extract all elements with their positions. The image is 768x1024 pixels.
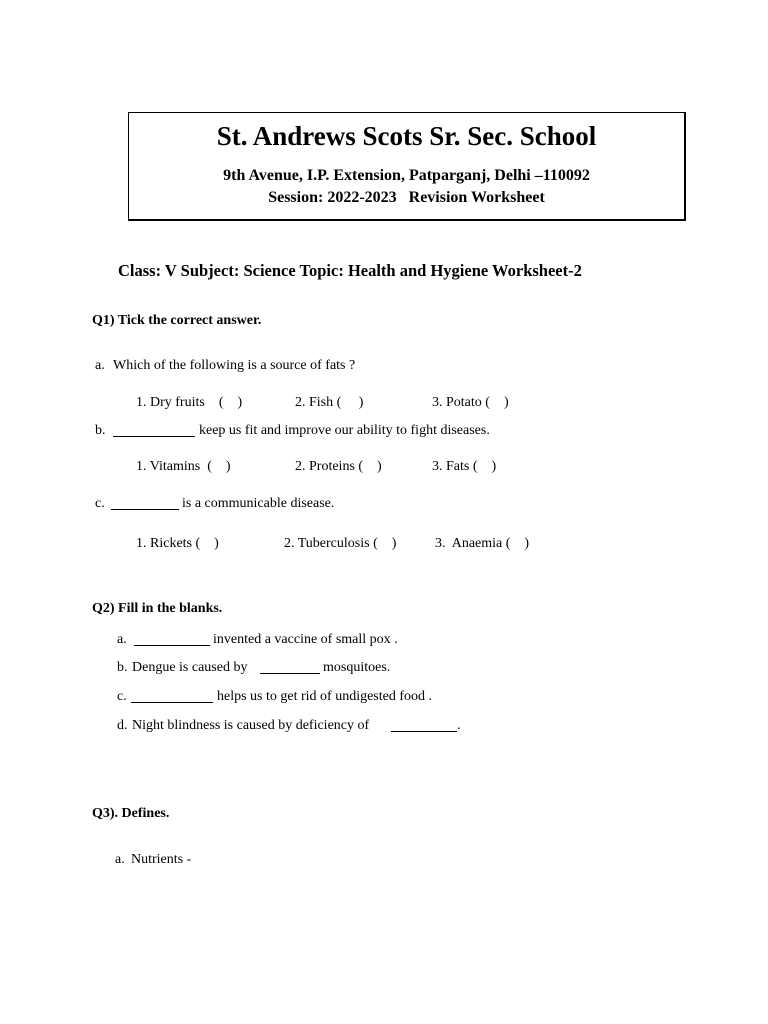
q1-heading: Q1) Tick the correct answer. — [92, 313, 262, 328]
q3-heading: Q3). Defines. — [92, 806, 170, 821]
q2-d-marker: d. — [117, 718, 128, 733]
q1-b-blank[interactable] — [113, 423, 195, 437]
q2-a-blank[interactable] — [134, 632, 210, 646]
q1-c-blank[interactable] — [111, 496, 179, 510]
class-subject-line: Class: V Subject: Science Topic: Health and Hygiene Worksheet-2 — [118, 261, 582, 280]
q1-c-question: is a communicable disease. — [182, 496, 335, 511]
q1-a-question: Which of the following is a source of fats ? — [113, 358, 356, 373]
q2-a-marker: a. — [117, 632, 127, 647]
q1-a-option-3: 3. Potato ( ) — [432, 395, 509, 410]
school-name: St. Andrews Scots Sr. Sec. School — [216, 121, 597, 151]
school-address: 9th Avenue, I.P. Extension, Patparganj, Delhi –110092 — [223, 167, 590, 184]
q2-b-marker: b. — [117, 660, 128, 675]
q1-b-marker: b. — [95, 423, 106, 438]
q1-a-marker: a. — [95, 358, 105, 373]
q1-b-option-1: 1. Vitamins ( ) — [136, 459, 231, 474]
q2-heading: Q2) Fill in the blanks. — [92, 601, 223, 616]
q2-c-text: helps us to get rid of undigested food . — [217, 689, 433, 704]
q1-a-option-2: 2. Fish ( ) — [295, 395, 364, 410]
q1-b-option-2: 2. Proteins ( ) — [295, 459, 382, 474]
q2-b-blank[interactable] — [260, 660, 320, 674]
q2-d-blank[interactable] — [391, 718, 457, 732]
q2-c-blank[interactable] — [131, 689, 213, 703]
q2-d-text-before: Night blindness is caused by deficiency of — [132, 718, 370, 733]
q1-b-option-3: 3. Fats ( ) — [432, 459, 497, 474]
q1-c-option-1: 1. Rickets ( ) — [136, 536, 219, 551]
q1-a-option-1: 1. Dry fruits ( ) — [136, 395, 243, 410]
q2-d-text-after: . — [457, 718, 461, 733]
q3-a-text: Nutrients - — [131, 852, 192, 867]
session-line: Session: 2022-2023 Revision Worksheet — [268, 189, 545, 206]
q2-b-text-before: Dengue is caused by — [132, 660, 248, 675]
q2-c-marker: c. — [117, 689, 127, 704]
school-header-box — [128, 112, 686, 221]
q1-c-option-3: 3. Anaemia ( ) — [435, 536, 530, 551]
q1-c-option-2: 2. Tuberculosis ( ) — [284, 536, 397, 551]
q2-b-text-after: mosquitoes. — [323, 660, 391, 675]
q2-a-text: invented a vaccine of small pox . — [213, 632, 398, 647]
q1-c-marker: c. — [95, 496, 105, 511]
q3-a-marker: a. — [115, 852, 125, 867]
q1-b-question: keep us fit and improve our ability to fight diseases. — [199, 423, 490, 438]
